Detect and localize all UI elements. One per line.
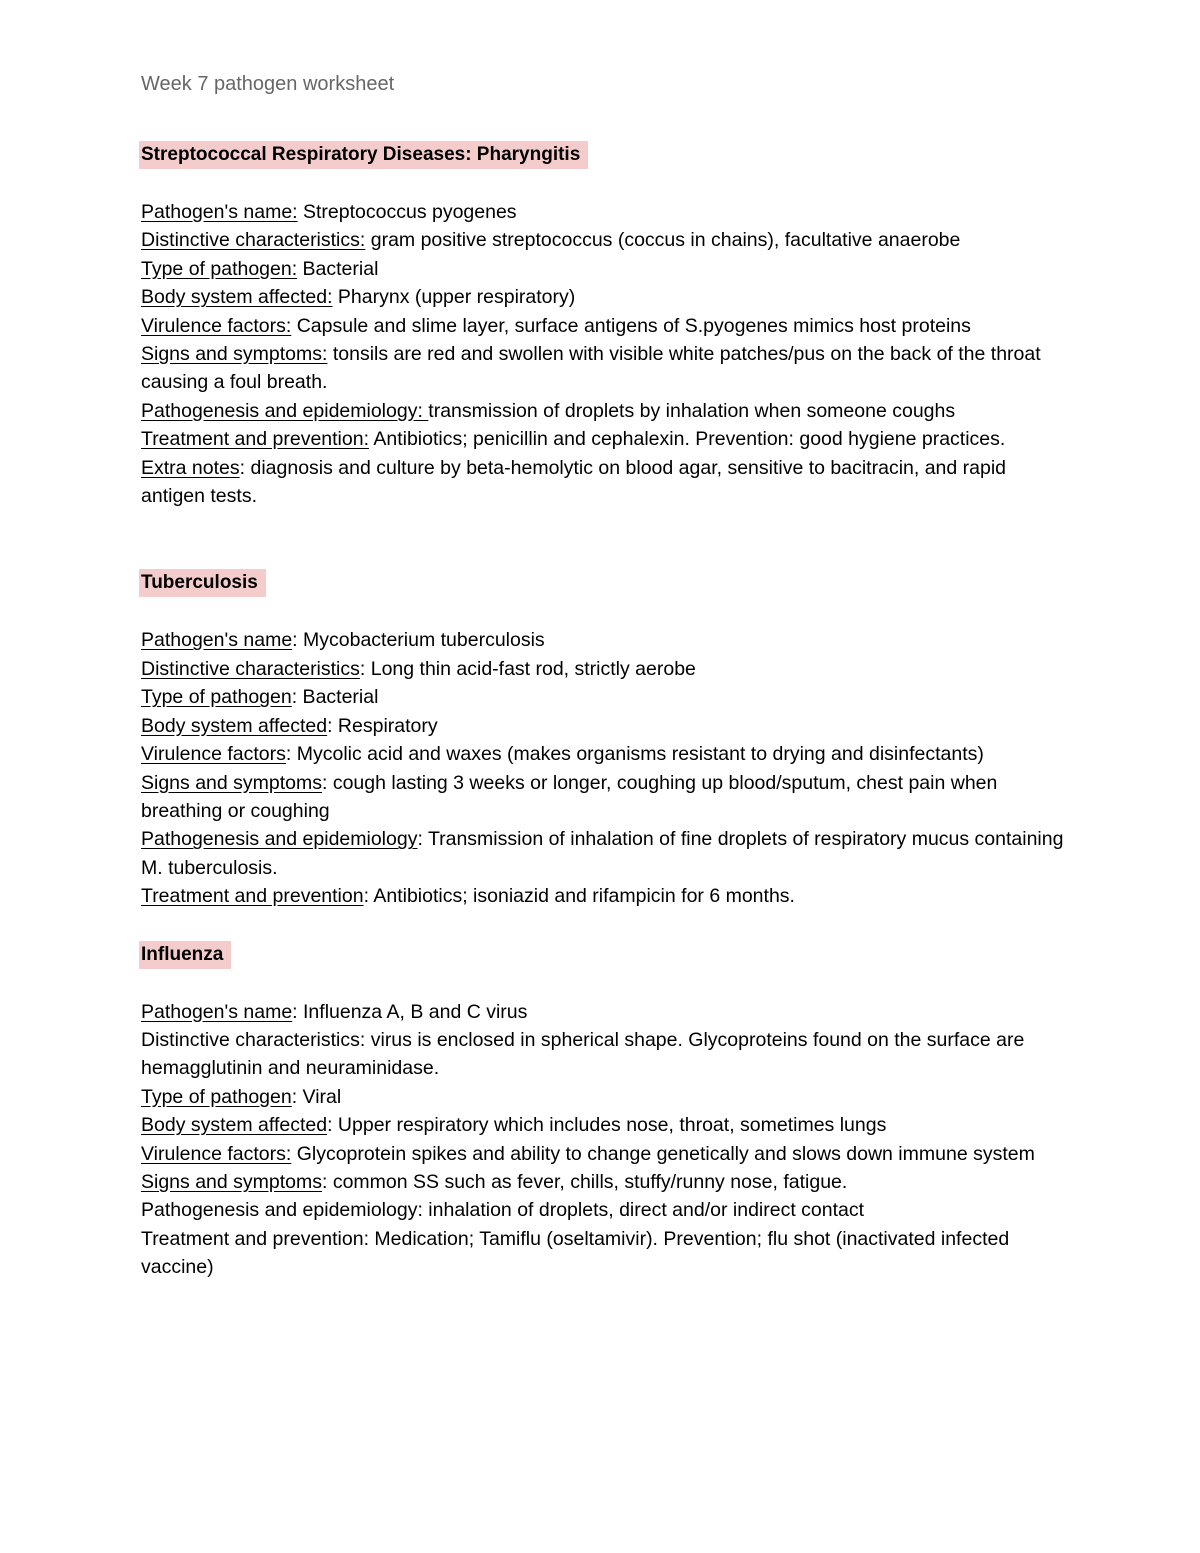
field-type-of-pathogen: Type of pathogen: Viral: [141, 1085, 342, 1108]
field-distinctive-characteristics: Distinctive characteristics: virus is enclosed in spherical shape. Glycoproteins found on the surface are hemagglutinin and neuraminidase.: [141, 1028, 1025, 1080]
field-signs-and-symptoms: Signs and symptoms: tonsils are red and swollen with visible white patches/pus on the back of the throat causing a foul breath.: [141, 343, 1041, 394]
field-pathogenesis: Pathogenesis and epidemiology: transmission of droplets by inhalation when someone coughs: [141, 399, 956, 422]
section-pharyngitis: [141, 141, 1070, 510]
field-distinctive-characteristics: Distinctive characteristics: gram positive streptococcus (coccus in chains), facultative anaerobe: [141, 229, 961, 252]
field-pathogenesis: Pathogenesis and epidemiology: inhalation of droplets, direct and/or indirect contact: [141, 1199, 865, 1222]
field-pathogen-name: Pathogen's name: Influenza A, B and C virus: [141, 1000, 528, 1023]
field-treatment: Treatment and prevention: Antibiotics; penicillin and cephalexin. Prevention: good hygiene practices.: [141, 428, 1006, 451]
field-signs-and-symptoms: Signs and symptoms: common SS such as fever, chills, stuffy/runny nose, fatigue.: [141, 1170, 848, 1193]
field-virulence-factors: Virulence factors: Glycoprotein spikes and ability to change genetically and slows down immune system: [141, 1142, 1035, 1165]
field-body-system: Body system affected: Pharynx (upper respiratory): [141, 286, 576, 309]
field-pathogenesis: Pathogenesis and epidemiology: Transmission of inhalation of fine droplets of respiratory mucus containing M. tuberculosis.: [141, 828, 1064, 879]
field-type-of-pathogen: Type of pathogen: Bacterial: [141, 686, 379, 709]
field-treatment: Treatment and prevention: Medication; Tamiflu (oseltamivir). Prevention; flu shot (inactivated infected vaccine): [141, 1227, 1010, 1279]
field-body-system: Body system affected: Upper respiratory which includes nose, throat, sometimes lungs: [141, 1114, 887, 1137]
field-type-of-pathogen: Type of pathogen: Bacterial: [141, 257, 379, 280]
field-pathogen-name: Pathogen's name: Streptococcus pyogenes: [141, 201, 517, 223]
section-tuberculosis: [141, 569, 1070, 910]
section-heading: Streptococcal Respiratory Diseases: Pharyngitis: [139, 141, 588, 169]
document-title: Week 7 pathogen worksheet: [141, 73, 395, 95]
section-heading: Tuberculosis: [139, 569, 266, 597]
section-influenza: [141, 941, 1070, 1282]
field-pathogen-name: Pathogen's name: Mycobacterium tuberculosis: [141, 629, 545, 652]
field-virulence-factors: Virulence factors: Mycolic acid and waxes (makes organisms resistant to drying and disinfectants): [141, 743, 984, 766]
field-body-system: Body system affected: Respiratory: [141, 714, 438, 737]
field-extra-notes: Extra notes: diagnosis and culture by beta-hemolytic on blood agar, sensitive to bacitracin, and rapid antigen tests.: [141, 456, 1007, 508]
section-heading: Influenza: [139, 941, 231, 969]
field-signs-and-symptoms: Signs and symptoms: cough lasting 3 weeks or longer, coughing up blood/sputum, chest pain when breathing or coughing: [141, 771, 998, 822]
field-virulence-factors: Virulence factors: Capsule and slime layer, surface antigens of S.pyogenes mimics host proteins: [141, 314, 971, 337]
field-treatment: Treatment and prevention: Antibiotics; isoniazid and rifampicin for 6 months.: [141, 885, 795, 908]
field-distinctive-characteristics: Distinctive characteristics: Long thin acid-fast rod, strictly aerobe: [141, 657, 696, 680]
